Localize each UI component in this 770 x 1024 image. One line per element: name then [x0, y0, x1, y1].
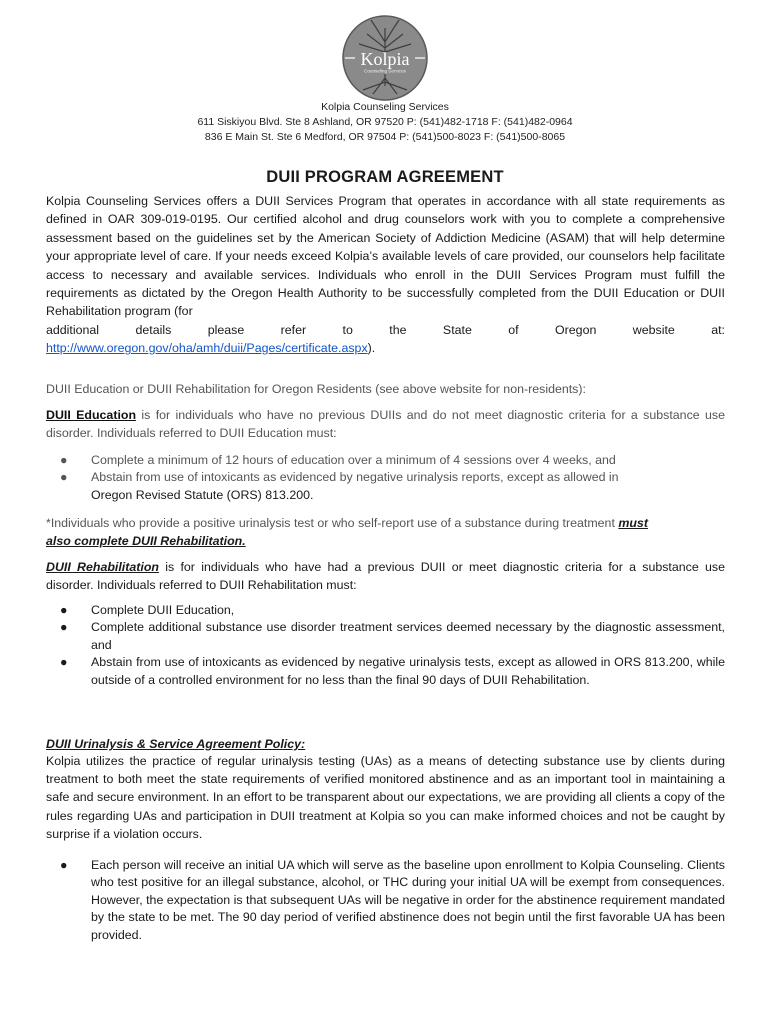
page-title: DUII PROGRAM AGREEMENT: [266, 168, 504, 186]
list-item: ● Complete additional substance use disorder treatment services deemed necessary by the diagnostic assessment, and: [60, 620, 725, 652]
kolpia-logo: [341, 14, 429, 102]
logo-subtext: Counseling Services: [364, 68, 406, 74]
list-item: ● Abstain from use of intoxicants as evidenced by negative urinalysis tests, except as allowed in ORS 813.200, while outside of a controlled environment for no less than the final 90 days of DUII Rehabilitation.: [60, 655, 725, 687]
rehabilitation-text: is for individuals who have had a previous DUII or meet diagnostic criteria for a substance use disorder. Individuals referred to DUII Rehabilitation must:: [46, 560, 725, 593]
education-text: is for individuals who have no previous DUIIs and do not meet diagnostic criteria for a substance use disorder. Individuals referred to DUII Education must:: [46, 408, 725, 441]
oregon-website-link[interactable]: http://www.oregon.gov/oha/amh/duii/Pages/certificate.aspx: [46, 341, 368, 356]
intro-link-line: [46, 339, 725, 357]
list-item: ● Complete a minimum of 12 hours of education over a minimum of 4 sessions over 4 weeks, and: [46, 452, 725, 469]
positive-test-note: *Individuals who provide a positive urinalysis test or who self-report use of a substance during treatment must also complete DUII Rehabilitation.: [46, 516, 648, 549]
tree-logo-icon: [341, 14, 429, 102]
intro-last-line: additional details please refer to the State of Oregon website at:: [46, 322, 725, 337]
rehabilitation-requirements-list: [46, 602, 725, 689]
ua-policy-list: [46, 857, 725, 944]
list-item: ● Complete DUII Education,: [46, 602, 725, 619]
logo-text: Kolpia: [360, 49, 410, 69]
list-item: ● Each person will receive an initial UA which will serve as the baseline upon enrollment to Kolpia Counseling. Clients who test positive for an illegal substance, alcohol, or THC during your initial UA will be exempt from consequences. However, the expectation is that subsequent UAs will be negative in order for the abstinence requirement mandated by the state to be met. The 90 day period of verified abstinence does not begin until the first favorable UA has been provided.: [60, 858, 725, 942]
bullet-icon: ●: [60, 603, 68, 617]
bullet-icon: ●: [60, 858, 68, 872]
intro-paragraph: [46, 192, 725, 358]
bullet-icon: ●: [60, 620, 68, 635]
education-label: DUII Education: [46, 408, 137, 422]
list-item: ● Abstain from use of intoxicants as evidenced by negative urinalysis reports, except as allowed in Oregon Revised Statute (ORS) 813.200.: [60, 470, 619, 502]
org-name: Kolpia Counseling Services: [321, 101, 449, 113]
education-requirements-list: [46, 452, 725, 504]
link-suffix: ).: [367, 341, 376, 356]
address-ashland: 611 Siskiyou Blvd. Ste 8 Ashland, OR 97520 P: (541)482-1718 F: (541)482-0964: [197, 116, 573, 128]
rehabilitation-paragraph: [46, 558, 725, 595]
education-paragraph: [46, 406, 725, 443]
bullet-icon: ●: [60, 453, 68, 467]
bullet-icon: ●: [60, 655, 68, 670]
residency-subheading: DUII Education or DUII Rehabilitation for Oregon Residents (see above website for non-residents):: [46, 382, 586, 396]
rehabilitation-label: DUII Rehabilitation: [46, 560, 159, 574]
bullet-icon: ●: [60, 470, 68, 485]
ua-policy-heading: DUII Urinalysis & Service Agreement Policy:: [46, 737, 306, 751]
note-emphasis-rehab: also complete DUII Rehabilitation.: [46, 534, 246, 549]
note-emphasis-must: must: [618, 516, 648, 530]
intro-text: Kolpia Counseling Services offers a DUII Services Program that operates in accordance with all state requirements as defined in OAR 309-019-0195. Our certified alcohol and drug counselors work with you to complete a comprehensive assessment based on the guidelines set by the American Society of Addiction Medicine (ASAM) that will help determine your appropriate level of care. If your needs exceed Kolpia’s available levels of care provided, our counselors help facilitate access to necessary and available services. Individuals who enroll in the DUII Services Program must fulfill the requirements as dictated by the Oregon Health Authority to be successfully completed from the DUII Education or DUII Rehabilitation program (for: [46, 194, 725, 319]
address-medford: 836 E Main St. Ste 6 Medford, OR 97504 P: (541)500-8023 F: (541)500-8065: [204, 131, 566, 143]
ua-policy-paragraph: Kolpia utilizes the practice of regular urinalysis testing (UAs) as a means of detecting substance use by clients during treatment to both meet the state requirements of verified monitored abstinence and as an important tool in maintaining a safe and secure environment. In an effort to be transparent about our expectations, we are providing all clients a copy of the rules regarding UAs and participation in DUII treatment at Kolpia so you can make informed choices and not be caught by surprise if a violation occurs.: [46, 754, 725, 841]
